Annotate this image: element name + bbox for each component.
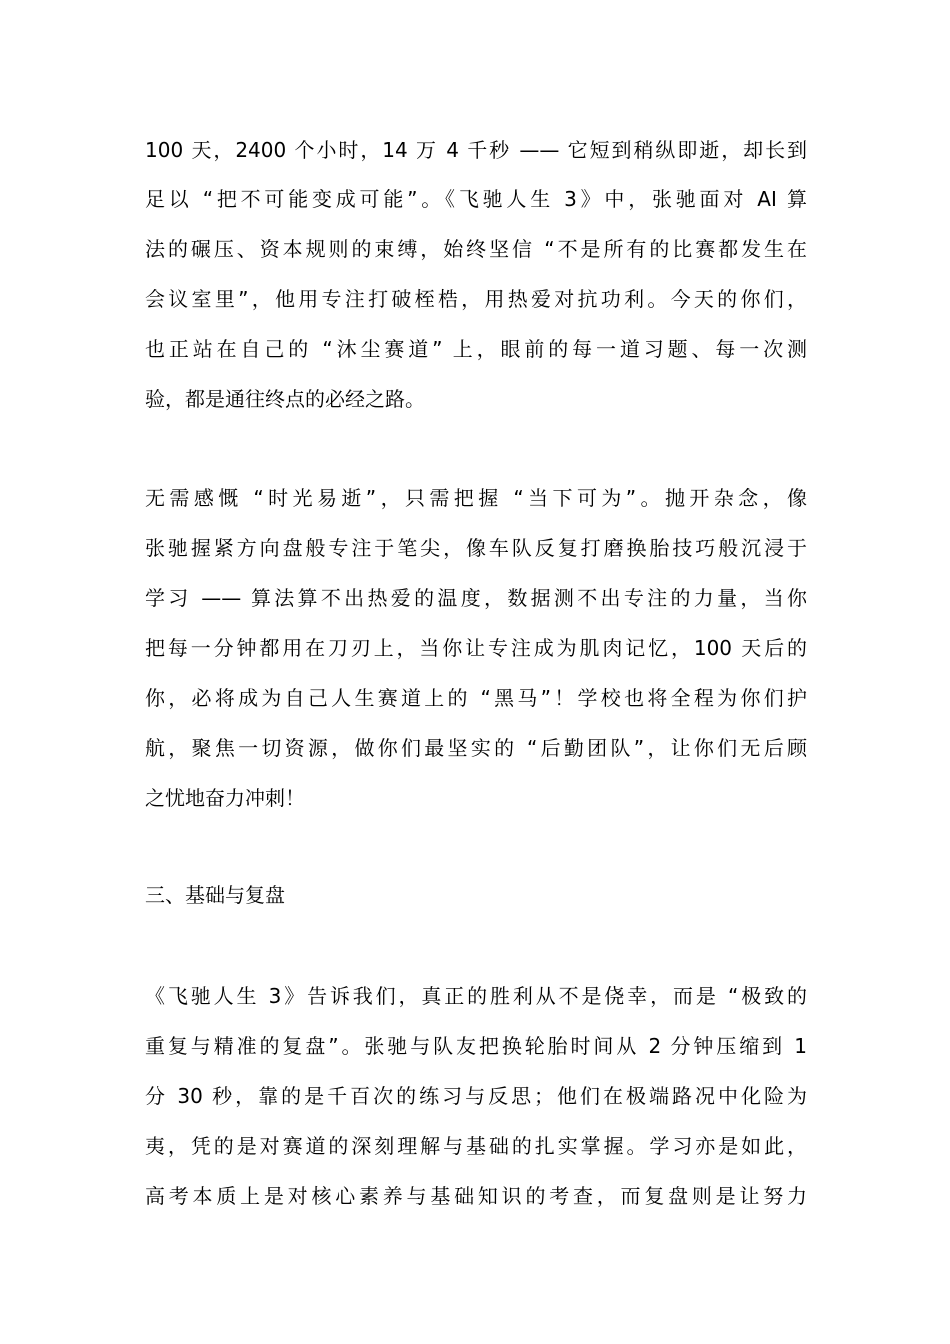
paragraph-line: 航，聚焦一切资源，做你们最坚实的 “后勤团队”，让你们无后顾	[145, 736, 807, 760]
paragraph-line: 《飞驰人生 3》告诉我们，真正的胜利从不是侥幸，而是 “极致的	[145, 984, 807, 1008]
paragraph-line: 夷，凭的是对赛道的深刻理解与基础的扎实掌握。学习亦是如此，	[145, 1134, 807, 1158]
paragraph-line: 学习 —— 算法算不出热爱的温度，数据测不出专注的力量，当你	[145, 586, 807, 610]
paragraph-line: 重复与精准的复盘”。张驰与队友把换轮胎时间从 2 分钟压缩到 1	[145, 1034, 807, 1058]
paragraph-line: 张驰握紧方向盘般专注于笔尖，像车队反复打磨换胎技巧般沉浸于	[145, 536, 807, 560]
paragraph-line: 之忧地奋力冲刺！	[145, 786, 305, 810]
paragraph-line: 也正站在自己的 “沐尘赛道” 上，眼前的每一道习题、每一次测	[145, 337, 807, 361]
paragraph-line: 足以 “把不可能变成可能”。《飞驰人生 3》中，张驰面对 AI 算	[145, 187, 807, 211]
paragraph-line: 高考本质上是对核心素养与基础知识的考查，而复盘则是让努力	[145, 1184, 807, 1208]
section-heading: 三、基础与复盘	[145, 883, 285, 907]
paragraph-line: 把每一分钟都用在刀刃上，当你让专注成为肌肉记忆，100 天后的	[145, 636, 807, 660]
paragraph-line: 验，都是通往终点的必经之路。	[145, 387, 425, 411]
paragraph-line: 法的碾压、资本规则的束缚，始终坚信 “不是所有的比赛都发生在	[145, 237, 807, 261]
paragraph-line: 分 30 秒，靠的是千百次的练习与反思；他们在极端路况中化险为	[145, 1084, 807, 1108]
paragraph-line: 你，必将成为自己人生赛道上的 “黑马”！学校也将全程为你们护	[145, 686, 807, 710]
paragraph-line: 会议室里”，他用专注打破桎梏，用热爱对抗功利。今天的你们，	[145, 287, 807, 311]
paragraph-line: 无需感慨 “时光易逝”，只需把握 “当下可为”。抛开杂念，像	[145, 486, 807, 510]
paragraph-line: 100 天，2400 个小时，14 万 4 千秒 —— 它短到稍纵即逝，却长到	[145, 138, 807, 162]
